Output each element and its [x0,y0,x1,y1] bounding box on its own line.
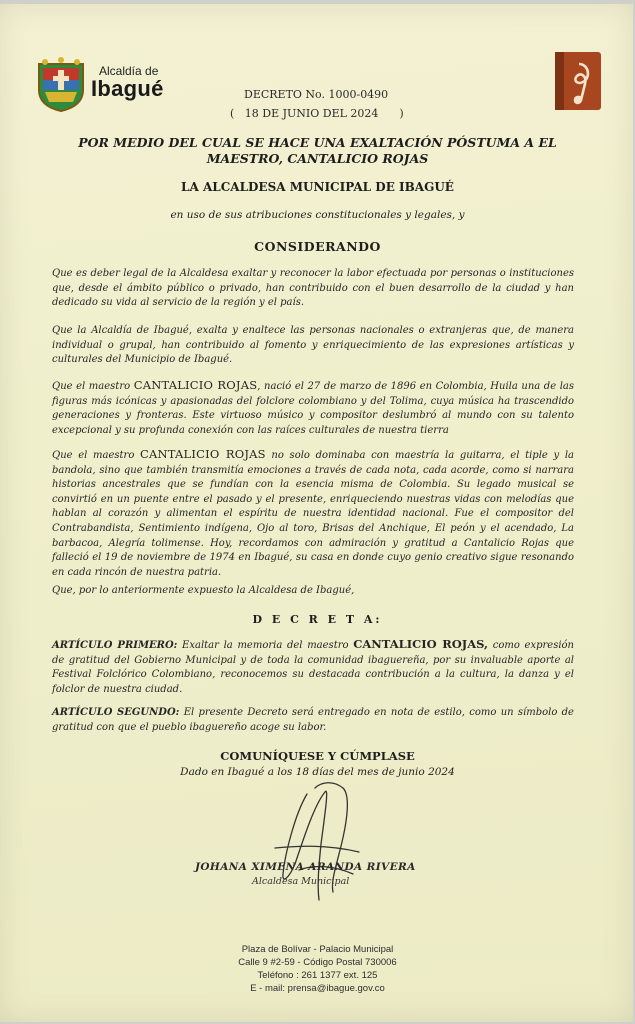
document-sheet [0,4,633,1022]
maestro-name: CANTALICIO ROJAS, [353,637,489,651]
signer-role: Alcaldesa Municipal [252,876,350,887]
text-run: Exaltar la memoria del maestro [177,640,354,651]
text-run: como expresión de gratitud del Gobierno Municipal y de toda la comunidad ibaguereña, por su invaluable aporte al Festival Folclórico Colombiano, reconocemos su destacada contribución a la cultura, la danza y el folclor de nuestra ciudad. [52,640,574,695]
maestro-name: CANTALICIO ROJAS [133,378,258,392]
considerando-paragraph [52,378,574,438]
decree-number: DECRETO No. 1000-0490 [244,88,389,101]
considerando-paragraph: Que, por lo anteriormente expuesto la Alcaldesa de Ibagué, [52,585,355,596]
article-label: ARTÍCULO PRIMERO: [52,640,178,651]
considerando-paragraph: Que es deber legal de la Alcaldesa exaltar y reconocer la labor efectuada por personas o instituciones que, desde el ámbito público o privado, han contribuido con el buen desarrollo de la ciudad y han dedicado su vida al servicio de la región y el país. [52,268,574,309]
signer-name: JOHANA XIMENA ARANDA RIVERA [195,861,416,873]
decree-title [0,135,633,167]
alcaldia-logo [33,54,173,114]
title-line-2: MAESTRO, CANTALICIO ROJAS [206,151,429,166]
footer-email: E - mail: prensa@ibague.gov.co [250,983,385,994]
article-second [52,706,574,735]
considerando-paragraph: Que la Alcaldía de Ibagué, exalta y enaltece las personas nacionales o extranjeras que, de manera individual o grupal, han contribuido al fomento y enriquecimiento de las expresiones artísticas y culturales del Municipio de Ibagué. [52,325,574,366]
handwritten-signature [255,774,385,914]
comuniquese-heading: COMUNÍQUESE Y CÚMPLASE [220,749,415,763]
music-logo [555,52,601,110]
text-run: , nació el 27 de marzo de 1896 en Colombia, Huila una de las figuras más icónicas y apasionadas del folclore colombiano y del Tolima, cuya música ha trascendido generaciones y fronteras. Este virtuoso músico y compositor deslumbró al mundo con su talento excepcional y su profunda conexión con las raíces culturales de nuestra tierra [52,381,574,436]
logo-text-big: Ibagué [91,76,164,101]
coat-of-arms-icon [33,56,89,112]
footer-street: Calle 9 #2-59 - Código Postal 730006 [238,957,397,968]
dado-line: Dado en Ibagué a los 18 días del mes de junio 2024 [180,766,455,778]
text-run: El presente Decreto será entregado en nota de estilo, como un símbolo de gratitud con que el pueblo ibaguereño acoge su labor. [52,707,574,733]
article-first [52,637,574,697]
powers-line: en uso de sus atribuciones constitucionales y legales, y [170,209,465,221]
logo-text-small: Alcaldía de [99,64,159,78]
text-run: Que el maestro [52,450,141,461]
text-run: no solo dominaba con maestría la guitarra, el tiple y la bandola, sino que también transmitía emociones a través de cada nota, cada acorde, como si narrara historias ancestrales que se fundían con la esencia misma de Colombia. Su legado musical se convirtió en un puente entre el pasado y el presente, enriqueciendo nuestras vidas con melodías que hablan al corazón y alimentan el espíritu de nuestra identidad nacional. Fue el compositor del Contrabandista, Sentimiento indígena, Ojo al toro, Brisas del Anchique, El peón y el acendado, La barbacoa, Alegría tolimense. Hoy, recordamos con admiración y gratitud a Cantalicio Rojas que falleció el 19 de noviembre de 1974 en Ibagué, su casa en donde cuyo genio creativo sigue resonando en cada rincón de nuestra patria. [52,450,574,578]
considerando-paragraph [52,447,574,580]
text-run: Que el maestro [52,381,134,392]
title-line-1: POR MEDIO DEL CUAL SE HACE UNA EXALTACIÓN PÓSTUMA A EL [78,135,557,150]
article-label: ARTÍCULO SEGUNDO: [52,707,180,718]
issuer-heading: LA ALCALDESA MUNICIPAL DE IBAGUÉ [181,180,454,194]
footer-address: Plaza de Bolívar - Palacio Municipal [241,944,394,955]
maestro-name: CANTALICIO ROJAS [140,447,266,461]
considerando-heading: CONSIDERANDO [254,239,381,254]
decree-date: ( 18 DE JUNIO DEL 2024 ) [230,107,404,120]
decreta-heading: D E C R E T A: [252,613,383,626]
footer-phone: Teléfono : 261 1377 ext. 125 [257,970,378,981]
